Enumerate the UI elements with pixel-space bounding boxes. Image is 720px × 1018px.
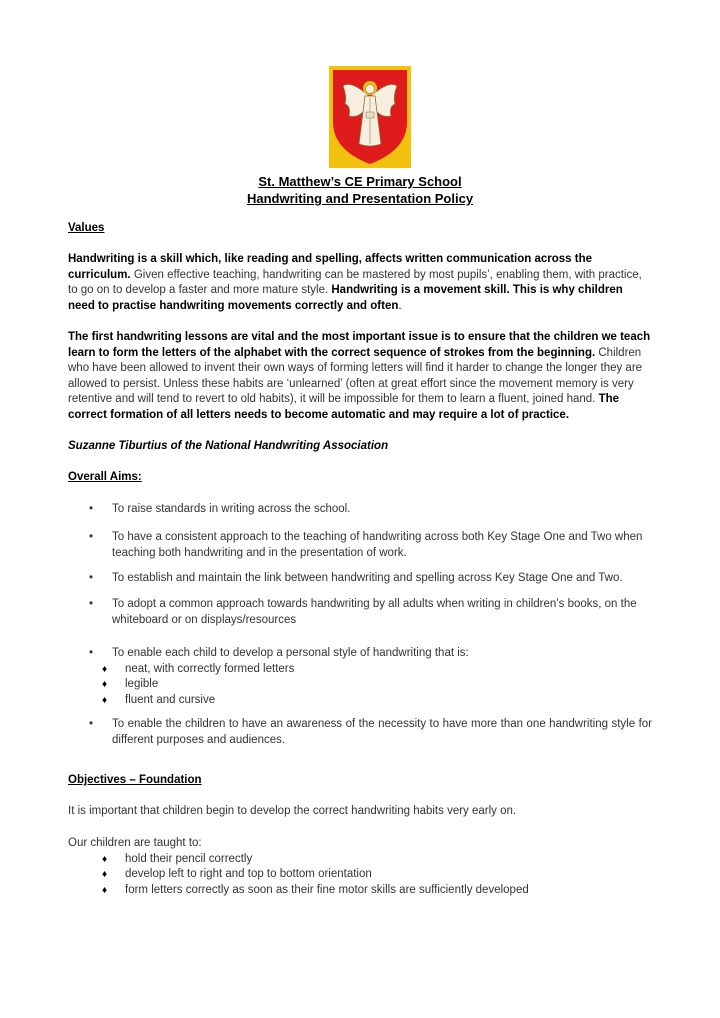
diamond-bullet-icon: ♦ [102,694,108,706]
style-subitem: ♦ legible [68,677,652,693]
values-p1-bold1: Handwriting is a skill which, like reading and spelling, affects written communication across the curriculum. [68,253,593,281]
aim-item: • To enable each child to develop a personal style of handwriting that is: [68,646,652,662]
values-p2-text: Children who have been allowed to invent their own ways of forming letters will find it harder to change the longer they are allowed to persist. Unless these habits are ‘unlearned’ (often at great effort since the movement memory is very retentive and will tend to revert to old habits), it will be impossible for them to learn a fluent, joined hand. [68,346,643,405]
foundation-item: ♦ develop left to right and top to bottom orientation [68,867,652,883]
values-paragraph-1 [68,252,652,314]
aim-item: • To adopt a common approach towards handwriting by all adults when writing in children’s books, on the whiteboard or on displays/resources [89,598,637,626]
values-heading: Values [68,222,105,234]
policy-title: Handwriting and Presentation Policy [246,191,474,206]
style-subitem: ♦ fluent and cursive [68,693,652,709]
bullet-icon: • [89,718,94,730]
values-p1-text: Given effective teaching, handwriting can be mastered by most pupils’, enabling them, with practice, to go on to develop a faster and more mature style. [68,268,642,296]
foundation-item: ♦ form letters correctly as soon as their fine motor skills are sufficiently developed [68,883,652,899]
foundation-heading: Objectives – Foundation [68,774,202,786]
style-subitem: ♦ neat, with correctly formed letters [68,662,652,678]
diamond-bullet-icon: ♦ [102,679,108,690]
diamond-bullet-icon: ♦ [102,853,108,865]
aim-item: • To enable the children to have an awareness of the necessity to have more than one handwriting style for different purposes and audiences. [89,718,652,746]
diamond-bullet-icon: ♦ [102,663,108,675]
school-crest-logo [329,66,411,168]
attribution: Suzanne Tiburtius of the National Handwriting Association [68,440,389,452]
diamond-bullet-icon: ♦ [102,869,108,880]
school-name: St. Matthew’s CE Primary School [258,174,462,189]
aim-item: • To establish and maintain the link between handwriting and spelling across Key Stage One and Two. [68,571,652,587]
foundation-intro: It is important that children begin to develop the correct handwriting habits very early on. [68,805,517,817]
values-p2-bold1: The first handwriting lessons are vital and the most important issue is to ensure that the children we teach learn to form the letters of the alphabet with the correct sequence of strokes from the beginning. [68,331,651,359]
bullet-icon: • [89,598,94,610]
aims-list [68,502,652,518]
values-p1-bold2: Handwriting is a movement skill. This is why children need to practise handwriting movements correctly and often [68,284,623,312]
foundation-list [68,852,652,899]
foundation-taught-intro: Our children are taught to: [68,837,202,849]
bullet-icon: • [89,572,94,584]
aim-item: • To have a consistent approach to the teaching of handwriting across both Key Stage One and Two when teaching both handwriting and in the presentation of work. [89,531,643,559]
foundation-item: ♦ hold their pencil correctly [68,852,652,868]
style-sublist [68,662,652,709]
aim-item: • To raise standards in writing across the school. [68,502,652,518]
bullet-icon: • [89,503,94,515]
values-p1-end: . [398,299,402,312]
aims-heading: Overall Aims: [68,471,142,483]
values-p2-bold2: The correct formation of all letters needs to become automatic and may require a lot of practice. [68,393,620,421]
diamond-bullet-icon: ♦ [102,884,108,896]
bullet-icon: • [89,647,94,659]
bullet-icon: • [89,531,94,543]
values-paragraph-2 [68,330,652,423]
